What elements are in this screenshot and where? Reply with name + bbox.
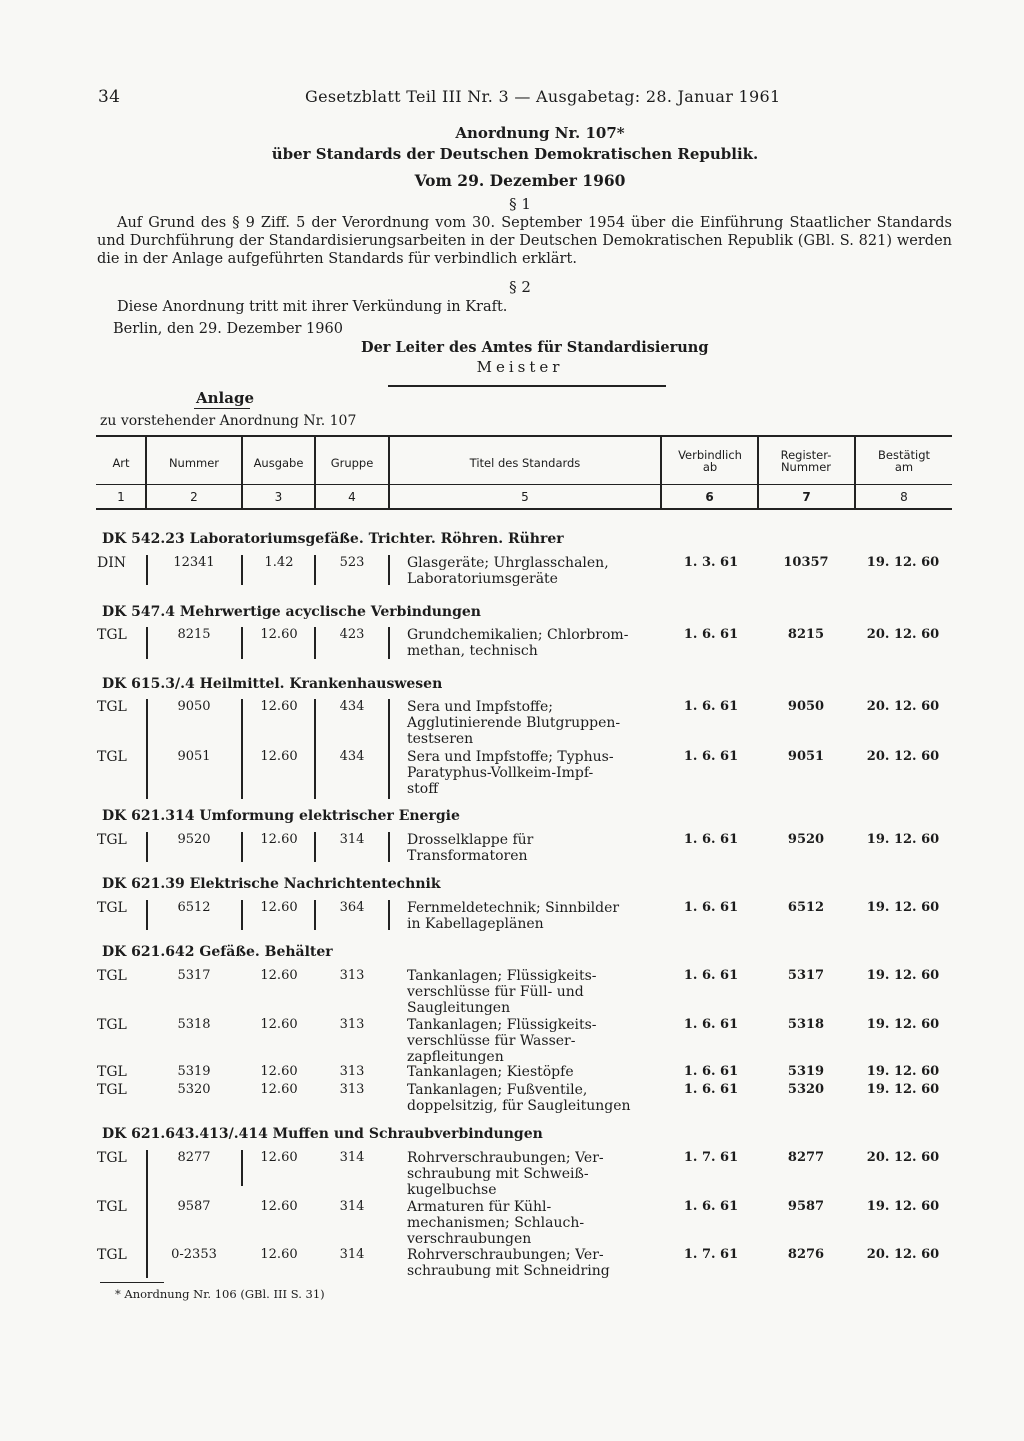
cell-gruppe: 313 <box>339 1082 365 1097</box>
cell-nummer: 0-2353 <box>171 1247 217 1262</box>
col-header-titel: Titel des Standards <box>469 456 581 470</box>
cell-titel <box>407 627 657 659</box>
col-number: 1 <box>117 490 125 504</box>
row-divider <box>314 555 316 585</box>
titel-line: zapfleitungen <box>407 1049 504 1065</box>
row-divider <box>314 627 316 659</box>
cell-register: 10357 <box>783 555 829 570</box>
cell-titel <box>407 555 657 587</box>
running-title: Gesetzblatt Teil III Nr. 3 — Ausgabetag: 28. Januar 1961 <box>305 87 781 106</box>
cell-verbindlich: 1. 6. 61 <box>683 627 739 642</box>
row-divider <box>241 1150 243 1186</box>
section-2-heading: § 2 <box>509 278 531 296</box>
col-header-verbindlich: Verbindlich ab <box>678 448 742 474</box>
cell-nummer: 12341 <box>173 555 215 570</box>
cell-gruppe: 314 <box>339 1247 365 1262</box>
titel-line: Saugleitungen <box>407 1000 511 1016</box>
cell-art: TGL <box>97 749 127 765</box>
cell-gruppe: 313 <box>339 1064 365 1079</box>
cell-register: 9050 <box>787 699 825 714</box>
cell-nummer: 8277 <box>177 1150 211 1165</box>
cell-art: TGL <box>97 900 127 916</box>
cell-bestaetigt: 19. 12. 60 <box>866 1064 940 1079</box>
cell-bestaetigt: 20. 12. 60 <box>866 749 940 764</box>
cell-art: DIN <box>97 555 127 571</box>
col-number: 8 <box>900 490 908 504</box>
cell-ausgabe: 12.60 <box>260 968 298 983</box>
cell-gruppe: 364 <box>339 900 365 915</box>
col-header-bestaetigt: Bestätigt am <box>877 448 931 474</box>
row-divider <box>388 699 390 799</box>
annex-underline <box>194 408 250 409</box>
row-divider <box>314 832 316 862</box>
cell-verbindlich: 1. 6. 61 <box>683 1017 739 1032</box>
row-divider <box>241 699 243 799</box>
cell-ausgabe: 12.60 <box>260 1064 298 1079</box>
cell-ausgabe: 12.60 <box>260 832 298 847</box>
titel-line: Armaturen für Kühl- <box>407 1199 552 1215</box>
section-1-heading: § 1 <box>509 195 531 213</box>
row-divider <box>146 627 148 659</box>
cell-bestaetigt: 19. 12. 60 <box>866 1199 940 1214</box>
row-divider <box>388 555 390 585</box>
cell-titel <box>407 900 657 932</box>
titel-line: stoff <box>407 781 439 797</box>
section-label: DK 615.3/.4 Heilmittel. Krankenhauswesen <box>102 676 443 692</box>
cell-gruppe: 423 <box>339 627 365 642</box>
footnote-rule <box>100 1282 164 1283</box>
cell-register: 8215 <box>787 627 825 642</box>
cell-verbindlich: 1. 6. 61 <box>683 968 739 983</box>
cell-register: 8276 <box>787 1247 825 1262</box>
titel-line: Grundchemikalien; Chlorbrom- <box>407 627 629 643</box>
row-divider <box>146 555 148 585</box>
section-label: DK 542.23 Laboratoriumsgefäße. Trichter. Röhren. Rührer <box>102 531 564 547</box>
row-divider <box>388 900 390 930</box>
cell-gruppe: 314 <box>339 1199 365 1214</box>
cell-gruppe: 314 <box>339 1150 365 1165</box>
cell-nummer: 9520 <box>177 832 211 847</box>
titel-line: Paratyphus-Vollkeim-Impf- <box>407 765 594 781</box>
cell-art: TGL <box>97 1150 127 1166</box>
section-2-text: Diese Anordnung tritt mit ihrer Verkündung in Kraft. <box>117 299 508 315</box>
cell-art: TGL <box>97 968 127 984</box>
col-number: 7 <box>802 490 811 504</box>
section-label: DK 621.642 Gefäße. Behälter <box>102 944 333 960</box>
cell-gruppe: 313 <box>339 968 365 983</box>
cell-verbindlich: 1. 7. 61 <box>683 1247 739 1262</box>
col-number: 5 <box>521 490 529 504</box>
titel-line: Sera und Impfstoffe; <box>407 699 553 715</box>
section-label: DK 621.314 Umformung elektrischer Energie <box>102 808 460 824</box>
section-label: DK 547.4 Mehrwertige acyclische Verbindungen <box>102 604 481 620</box>
annex-heading: Anlage <box>196 389 254 407</box>
decree-date: Vom 29. Dezember 1960 <box>414 171 626 190</box>
titel-line: Glasgeräte; Uhrglasschalen, <box>407 555 609 571</box>
cell-bestaetigt: 19. 12. 60 <box>866 555 940 570</box>
cell-nummer: 5320 <box>177 1082 211 1097</box>
cell-bestaetigt: 19. 12. 60 <box>866 1017 940 1032</box>
cell-register: 5318 <box>787 1017 825 1032</box>
cell-ausgabe: 12.60 <box>260 749 298 764</box>
cell-gruppe: 314 <box>339 832 365 847</box>
cell-titel <box>407 1017 657 1065</box>
cell-art: TGL <box>97 1247 127 1263</box>
cell-nummer: 9587 <box>177 1199 211 1214</box>
cell-ausgabe: 12.60 <box>260 1247 298 1262</box>
cell-bestaetigt: 19. 12. 60 <box>866 900 940 915</box>
page-number: 34 <box>98 87 121 107</box>
cell-bestaetigt: 19. 12. 60 <box>866 968 940 983</box>
col-header-register: Register-Nummer <box>780 448 832 474</box>
row-divider <box>241 832 243 862</box>
titel-line: verschraubungen <box>407 1231 532 1247</box>
cell-nummer: 5319 <box>177 1064 211 1079</box>
cell-titel <box>407 1199 657 1247</box>
titel-line: Rohrverschraubungen; Ver- <box>407 1247 604 1263</box>
row-divider <box>314 900 316 930</box>
cell-ausgabe: 12.60 <box>260 627 298 642</box>
table-colnum-rule <box>96 508 952 510</box>
table-top-rule <box>96 435 952 437</box>
cell-ausgabe: 12.60 <box>260 1150 298 1165</box>
col-number: 3 <box>274 490 283 504</box>
row-divider <box>146 699 148 799</box>
cell-titel <box>407 968 657 1016</box>
col-header-art: Art <box>112 456 130 470</box>
row-divider <box>146 900 148 930</box>
cell-nummer: 5318 <box>177 1017 211 1032</box>
place-date: Berlin, den 29. Dezember 1960 <box>113 321 343 337</box>
cell-titel <box>407 1150 657 1198</box>
titel-line: verschlüsse für Wasser- <box>407 1033 576 1049</box>
cell-art: TGL <box>97 699 127 715</box>
cell-art: TGL <box>97 1199 127 1215</box>
cell-bestaetigt: 20. 12. 60 <box>866 1150 940 1165</box>
cell-nummer: 9051 <box>177 749 211 764</box>
cell-verbindlich: 1. 7. 61 <box>683 1150 739 1165</box>
row-divider <box>241 627 243 659</box>
cell-gruppe: 434 <box>339 699 365 714</box>
decree-subtitle: über Standards der Deutschen Demokratischen Republik. <box>271 145 759 163</box>
cell-nummer: 8215 <box>177 627 211 642</box>
cell-register: 5317 <box>787 968 825 983</box>
col-number: 2 <box>190 490 198 504</box>
cell-ausgabe: 12.60 <box>260 699 298 714</box>
titel-line: in Kabellageplänen <box>407 916 544 932</box>
titel-line: Tankanlagen; Kiestöpfe <box>407 1064 574 1080</box>
titel-line: Drosselklappe für <box>407 832 534 848</box>
cell-art: TGL <box>97 627 127 643</box>
decree-title: Anordnung Nr. 107* <box>455 124 625 142</box>
col-header-ausgabe: Ausgabe <box>253 456 304 470</box>
cell-bestaetigt: 19. 12. 60 <box>866 1082 940 1097</box>
titel-line: testseren <box>407 731 474 747</box>
cell-verbindlich: 1. 6. 61 <box>683 832 739 847</box>
row-divider <box>241 555 243 585</box>
cell-register: 9520 <box>787 832 825 847</box>
row-divider <box>146 832 148 862</box>
col-header-gruppe: Gruppe <box>330 456 374 470</box>
cell-bestaetigt: 20. 12. 60 <box>866 699 940 714</box>
cell-register: 9587 <box>787 1199 825 1214</box>
cell-bestaetigt: 20. 12. 60 <box>866 627 940 642</box>
cell-titel <box>407 1247 657 1279</box>
titel-line: kugelbuchse <box>407 1182 497 1198</box>
titel-line: methan, technisch <box>407 643 538 659</box>
cell-titel <box>407 699 657 747</box>
cell-bestaetigt: 20. 12. 60 <box>866 1247 940 1262</box>
cell-verbindlich: 1. 6. 61 <box>683 900 739 915</box>
section-label: DK 621.643.413/.414 Muffen und Schraubverbindungen <box>102 1126 543 1142</box>
cell-nummer: 9050 <box>177 699 211 714</box>
titel-line: Transformatoren <box>407 848 528 864</box>
cell-gruppe: 313 <box>339 1017 365 1032</box>
cell-ausgabe: 12.60 <box>260 1017 298 1032</box>
titel-line: doppelsitzig, für Saugleitungen <box>407 1098 631 1114</box>
cell-titel <box>407 1064 657 1080</box>
titel-line: schraubung mit Schneidring <box>407 1263 610 1279</box>
cell-bestaetigt: 19. 12. 60 <box>866 832 940 847</box>
cell-ausgabe: 1.42 <box>264 555 294 570</box>
cell-art: TGL <box>97 832 127 848</box>
titel-line: Tankanlagen; Fußventile, <box>407 1082 588 1098</box>
cell-titel <box>407 749 657 797</box>
cell-verbindlich: 1. 6. 61 <box>683 1064 739 1079</box>
signatory-title: Der Leiter des Amtes für Standardisierung <box>361 339 709 356</box>
col-header-nummer: Nummer <box>168 456 220 470</box>
titel-line: Agglutinierende Blutgruppen- <box>407 715 621 731</box>
cell-gruppe: 523 <box>339 555 365 570</box>
cell-titel <box>407 1082 657 1114</box>
cell-nummer: 5317 <box>177 968 211 983</box>
section-1-text: Auf Grund des § 9 Ziff. 5 der Verordnung vom 30. September 1954 über die Einführung Staatlicher Standards und Durchführung der Standardisierungsarbeiten in der Deutschen Demokratischen Republik (GBl. S. 821) werden die in der Anlage aufgeführten Standards für verbindlich erklärt. <box>97 215 952 267</box>
row-divider <box>314 699 316 799</box>
signature-rule <box>388 385 666 387</box>
row-divider <box>388 627 390 659</box>
cell-art: TGL <box>97 1064 127 1080</box>
signatory-name: Meister <box>476 358 564 376</box>
cell-register: 5319 <box>787 1064 825 1079</box>
footnote: * Anordnung Nr. 106 (GBl. III S. 31) <box>115 1287 325 1301</box>
titel-line: mechanismen; Schlauch- <box>407 1215 585 1231</box>
cell-register: 8277 <box>787 1150 825 1165</box>
section-label: DK 621.39 Elektrische Nachrichtentechnik <box>102 876 441 892</box>
titel-line: Tankanlagen; Flüssigkeits- <box>407 1017 597 1033</box>
cell-register: 6512 <box>787 900 825 915</box>
cell-gruppe: 434 <box>339 749 365 764</box>
titel-line: schraubung mit Schweiß- <box>407 1166 589 1182</box>
cell-art: TGL <box>97 1082 127 1098</box>
cell-ausgabe: 12.60 <box>260 900 298 915</box>
cell-register: 9051 <box>787 749 825 764</box>
col-number: 4 <box>348 490 356 504</box>
titel-line: Sera und Impfstoffe; Typhus- <box>407 749 614 765</box>
cell-nummer: 6512 <box>177 900 211 915</box>
cell-verbindlich: 1. 6. 61 <box>683 1199 739 1214</box>
titel-line: Fernmeldetechnik; Sinnbilder <box>407 900 620 916</box>
row-divider <box>241 900 243 930</box>
cell-verbindlich: 1. 6. 61 <box>683 699 739 714</box>
cell-verbindlich: 1. 6. 61 <box>683 1082 739 1097</box>
cell-ausgabe: 12.60 <box>260 1199 298 1214</box>
cell-titel <box>407 832 657 864</box>
row-divider <box>388 832 390 862</box>
titel-line: Rohrverschraubungen; Ver- <box>407 1150 604 1166</box>
cell-verbindlich: 1. 3. 61 <box>683 555 739 570</box>
titel-line: verschlüsse für Füll- und <box>407 984 584 1000</box>
titel-line: Laboratoriumsgeräte <box>407 571 558 587</box>
table-header-rule <box>96 484 952 485</box>
annex-subheading: zu vorstehender Anordnung Nr. 107 <box>100 413 357 429</box>
titel-line: Tankanlagen; Flüssigkeits- <box>407 968 597 984</box>
row-divider <box>146 1150 148 1278</box>
col-number: 6 <box>705 490 714 504</box>
cell-register: 5320 <box>787 1082 825 1097</box>
cell-ausgabe: 12.60 <box>260 1082 298 1097</box>
cell-art: TGL <box>97 1017 127 1033</box>
cell-verbindlich: 1. 6. 61 <box>683 749 739 764</box>
